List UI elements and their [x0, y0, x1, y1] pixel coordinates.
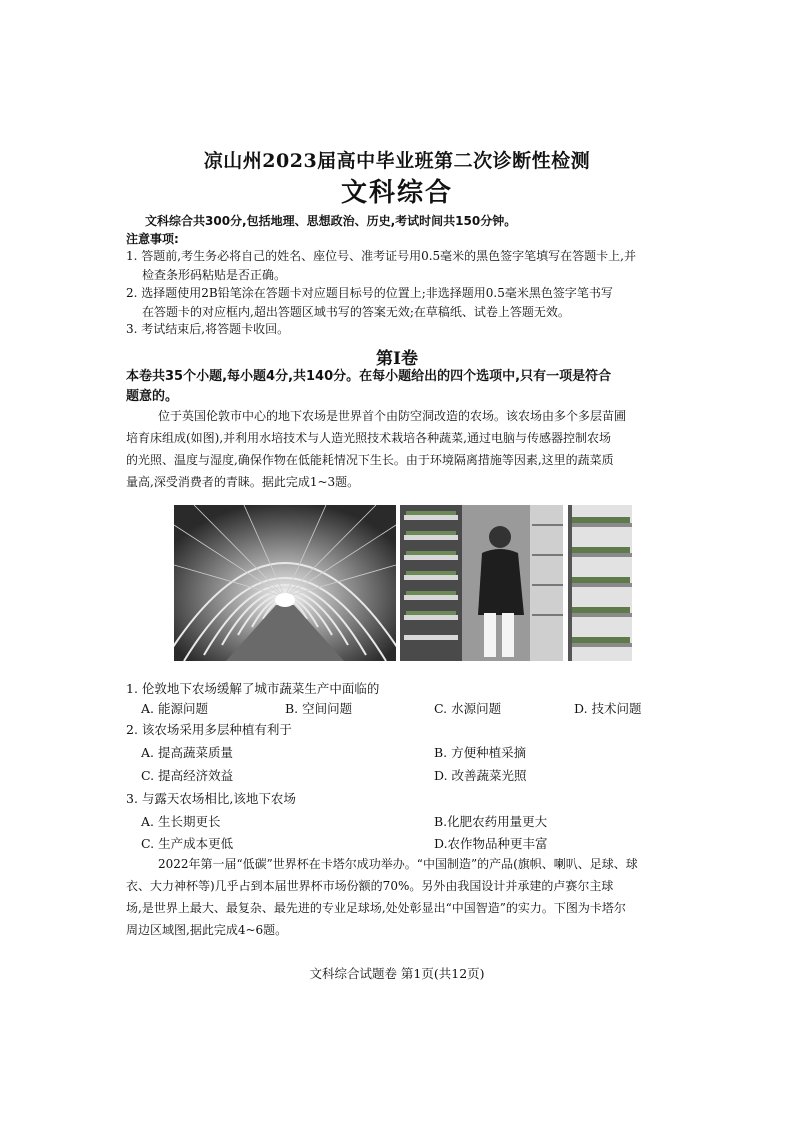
passage-line: 2022年第一届“低碳”世界杯在卡塔尔成功举办。“中国制造”的产品(旗帜、喇叭、足球、球 — [158, 857, 638, 871]
q2-option-d: D. 改善蔬菜光照 — [434, 768, 527, 783]
note-item — [126, 247, 700, 285]
tunnel-photo — [174, 505, 396, 661]
question-2-stem: 2. 该农场采用多层种植有利于 — [126, 722, 292, 737]
farm-photos — [174, 505, 632, 661]
q1-option-d: D. 技术问题 — [574, 701, 642, 716]
note-item — [126, 284, 700, 322]
section-title: 第Ⅰ卷 — [376, 349, 418, 369]
passage-line: 周边区域图,据此完成4~6题。 — [126, 923, 288, 937]
instruction-line: 本卷共35个小题,每小题4分,共140分。在每小题给出的四个选项中,只有一项是符合 — [126, 369, 612, 384]
note-line: 2. 选择题使用2B铅笔涂在答题卡对应题目标号的位置上;非选择题用0.5毫米黑色签字笔书写 — [126, 286, 613, 300]
q1-option-b: B. 空间问题 — [285, 701, 353, 716]
shelves-photo — [568, 505, 632, 661]
passage-line: 位于英国伦敦市中心的地下农场是世界首个由防空洞改造的农场。该农场由多个多层苗圃 — [158, 409, 627, 423]
section-instruction — [126, 367, 700, 407]
instruction-line: 题意的。 — [126, 389, 179, 404]
passage-2 — [126, 853, 700, 941]
passage-line: 衣、大力神杯等)几乎占到本届世界杯市场份额的70%。另外由我国设计并承建的卢赛尔主球 — [126, 879, 614, 893]
notes-heading: 注意事项: — [126, 232, 179, 246]
passage-line: 培育床组成(如图),并利用水培技术与人造光照技术栽培各种蔬菜,通过电脑与传感器控制农场 — [126, 431, 611, 445]
note-line: 1. 答题前,考生务必将自己的姓名、座位号、准考证号用0.5毫米的黑色签字笔填写在答题卡上,并 — [126, 249, 636, 263]
q3-option-d: D.农作物品种更丰富 — [434, 836, 548, 851]
question-3-stem: 3. 与露天农场相比,该地下农场 — [126, 791, 296, 806]
note-line: 在答题卡的对应框内,超出答题区域书写的答案无效;在草稿纸、试卷上答题无效。 — [142, 305, 570, 319]
worker-photo — [400, 505, 563, 661]
note-line: 3. 考试结束后,将答题卡收回。 — [126, 322, 290, 336]
exam-title: 凉山州2023届高中毕业班第二次诊断性检测 — [203, 150, 591, 172]
question-1-stem: 1. 伦敦地下农场缓解了城市蔬菜生产中面临的 — [126, 681, 380, 696]
subject-title: 文科综合 — [340, 178, 453, 208]
q1-option-a: A. 能源问题 — [141, 701, 208, 716]
q2-option-a: A. 提高蔬菜质量 — [141, 745, 233, 760]
q2-option-b: B. 方便种植采摘 — [434, 745, 527, 760]
page-footer: 文科综合试题卷 第1页(共12页) — [309, 966, 485, 981]
q3-option-b: B.化肥农药用量更大 — [434, 814, 548, 829]
q1-option-c: C. 水源问题 — [434, 701, 502, 716]
q3-option-c: C. 生产成本更低 — [141, 836, 234, 851]
passage-line: 量高,深受消费者的青睐。据此完成1~3题。 — [126, 475, 360, 489]
note-line: 检查条形码粘贴是否正确。 — [142, 268, 287, 282]
q3-option-a: A. 生长期更长 — [141, 814, 221, 829]
passage-line: 的光照、温度与湿度,确保作物在低能耗情况下生长。由于环境隔离措施等因素,这里的蔬菜质 — [126, 453, 614, 467]
passage-1 — [126, 405, 700, 493]
exam-intro: 文科综合共300分,包括地理、思想政治、历史,考试时间共150分钟。 — [145, 214, 517, 228]
note-item — [126, 320, 700, 339]
passage-line: 场,是世界上最大、最复杂、最先进的专业足球场,处处彰显出“中国智造”的实力。下图为卡塔尔 — [126, 901, 626, 915]
q2-option-c: C. 提高经济效益 — [141, 768, 234, 783]
